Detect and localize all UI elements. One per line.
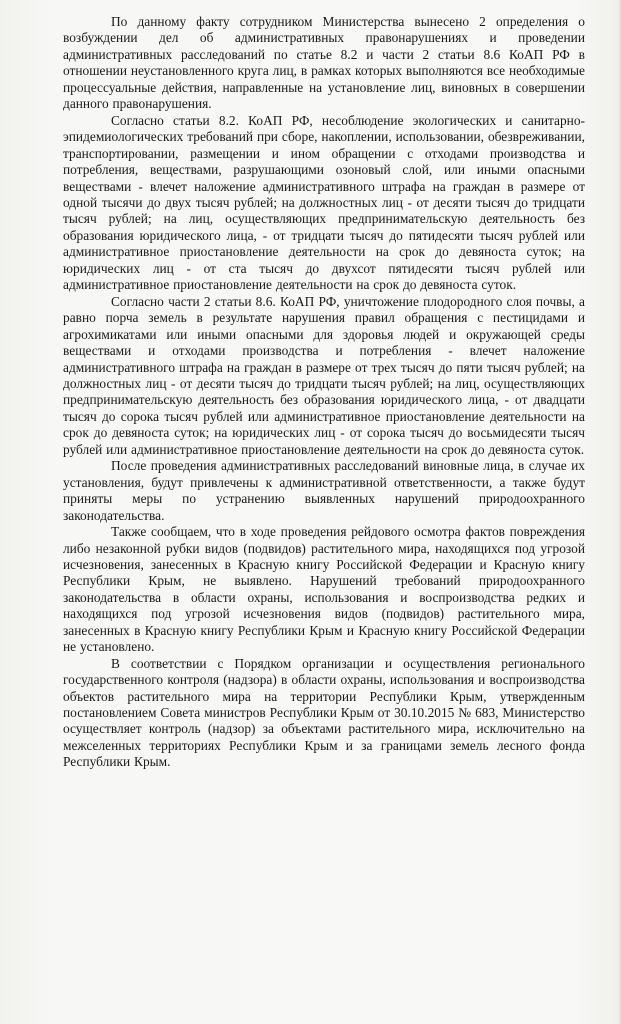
document-body bbox=[63, 14, 585, 771]
paragraph-raid-inspection: Также сообщаем, что в ходе проведения рейдового осмотра фактов повреждения либо незаконной рубки видов (подвидов) растительного мира, находящихся под угрозой исчезновения, занесенных в Красную книгу Российской Федерации и Красную книгу Республики Крым, не выявлено. Нарушений требований природоохранного законодательства в области охраны, использования и воспроизводства редких и находящихся под угрозой исчезновения видов (подвидов) растительного мира, занесенных в Красную книгу Республики Крым и Красную книгу Российской Федерации не установлено. bbox=[63, 524, 585, 655]
paragraph-article-8-2: Согласно статьи 8.2. КоАП РФ, несоблюдение экологических и санитарно-эпидемиологических требований при сборе, накоплении, использовании, обезвреживании, транспортировании, размещении и ином обращении с отходами производства и потребления, веществами, разрушающими озоновый слой, или иными опасными веществами - влечет наложение административного штрафа на граждан в размере от одной тысячи до двух тысяч рублей; на должностных лиц - от десяти тысяч до тридцати тысяч рублей; на лиц, осуществляющих предпринимательскую деятельность без образования юридического лица, - от тридцати тысяч до пятидесяти тысяч рублей или административное приостановление деятельности на срок до девяноста суток; на юридических лиц - от ста тысяч до двухсот пятидесяти тысяч рублей или административное приостановление деятельности на срок до девяноста суток. bbox=[63, 112, 585, 293]
paragraph-article-8-6: Согласно части 2 статьи 8.6. КоАП РФ, уничтожение плодородного слоя почвы, а равно порча земель в результате нарушения правил обращения с пестицидами и агрохимикатами или иными опасными для здоровья людей и окружающей среды веществами и отходами производства и потребления - влечет наложение административного штрафа на граждан в размере от трех тысяч до пяти тысяч рублей; на должностных лиц - от десяти тысяч до тридцати тысяч рублей; на лиц, осуществляющих предпринимательскую деятельность без образования юридического лица, - от двадцати тысяч до сорока тысяч рублей или административное приостановление деятельности на срок до девяноста суток; на юридических лиц - от сорока тысяч до восьмидесяти тысяч рублей или административное приостановление деятельности на срок до девяноста суток. bbox=[63, 293, 585, 457]
paragraph-liability: После проведения административных расследований виновные лица, в случае их установления, будут привлечены к административной ответственности, а также будут приняты меры по устранению выявленных нарушений природоохранного законодательства. bbox=[63, 458, 585, 523]
paragraph-control-procedure: В соответствии с Порядком организации и осуществления регионального государственного контроля (надзора) в области охраны, использования и воспроизводства объектов растительного мира на территории Республики Крым, утвержденным постановлением Совета министров Республики Крым от 30.10.2015 № 683, Министерство осуществляет контроль (надзор) за объектами растительного мира, исключительно на межселенных территориях Республики Крым и за границами земель лесного фонда Республики Крым. bbox=[63, 655, 585, 770]
paragraph-determinations: По данному факту сотрудником Министерства вынесено 2 определения о возбуждении дел об административных правонарушениях и проведении административных расследований по статье 8.2 и части 2 статьи 8.6 КоАП РФ в отношении неустановленного круга лиц, в рамках которых выполняются все необходимые процессуальные действия, направленные на установление лиц, виновных в совершении данного правонарушения. bbox=[63, 14, 585, 112]
